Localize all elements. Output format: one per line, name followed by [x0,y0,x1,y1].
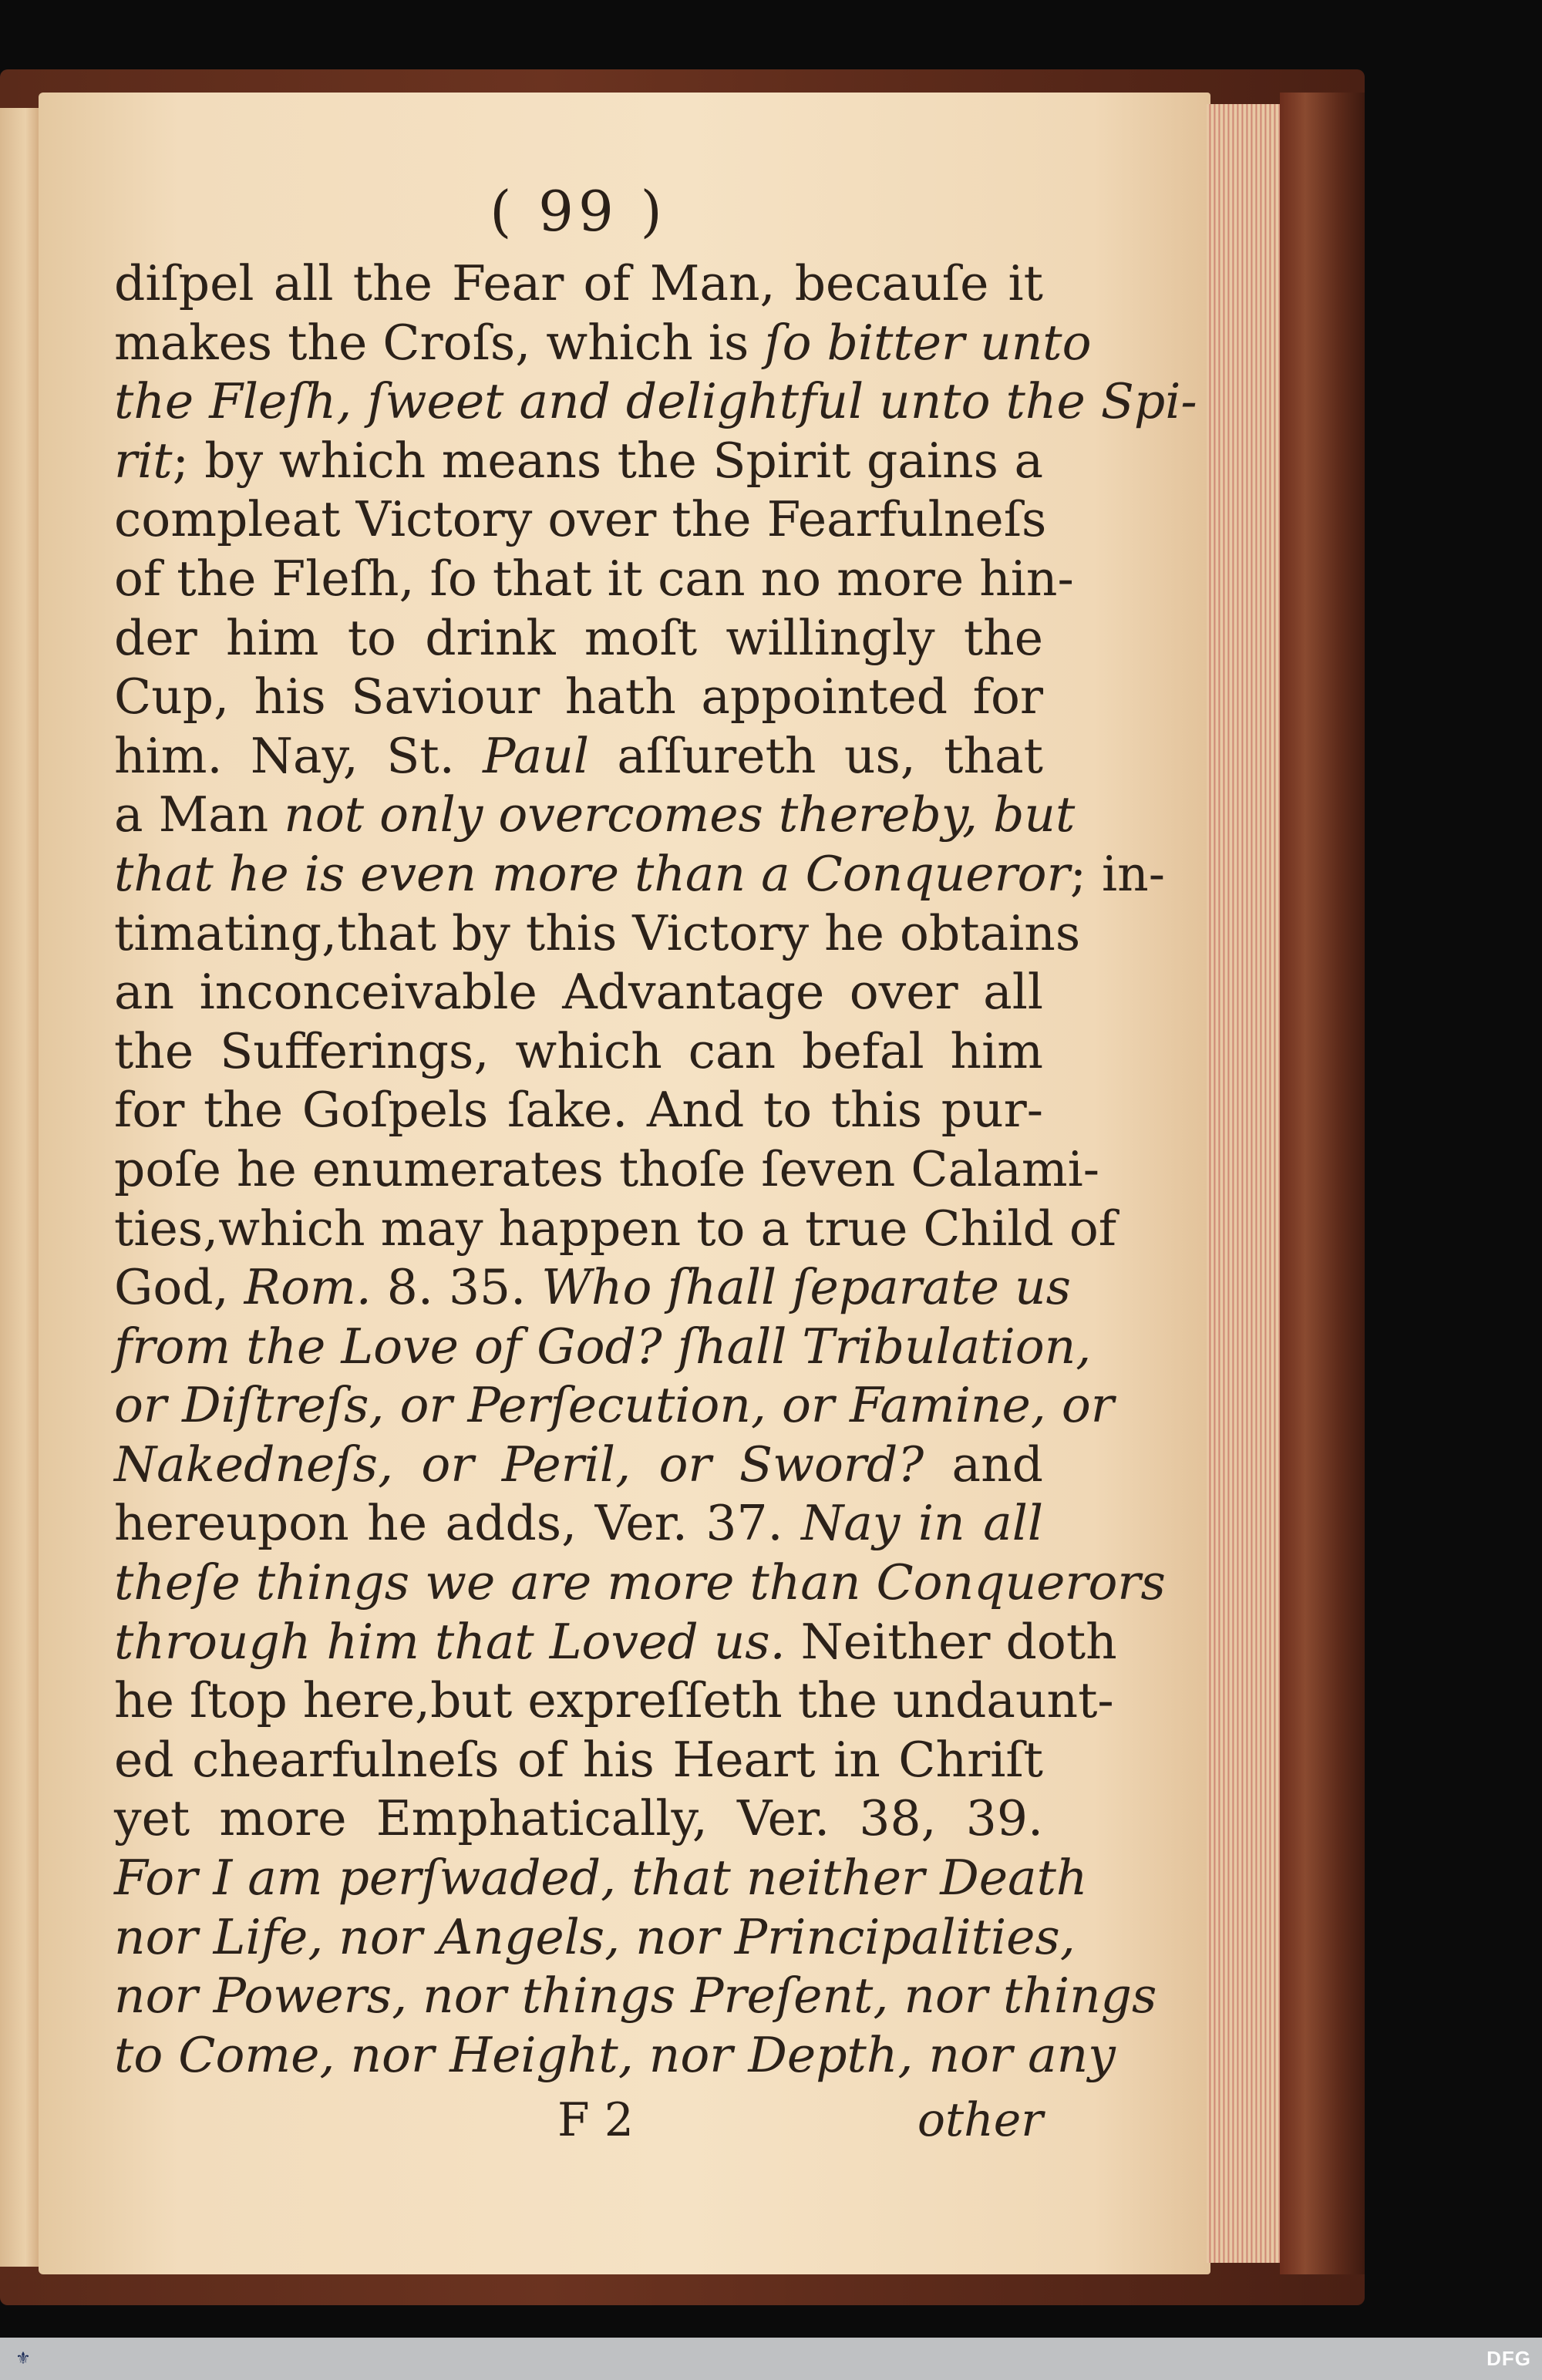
left-page-edge [0,108,42,2267]
catchline [114,2093,1043,2155]
text-line [114,1731,1043,1790]
text-line [114,550,1074,609]
text-line [114,845,1165,904]
text-segment: makes the Croſs, which is [114,314,765,371]
text-segment: Neither doth [785,1613,1117,1670]
text-line [114,1613,1117,1672]
text-segment: or Diſtreſs, or Perſecution, or Famine, or [114,1377,1114,1434]
text-segment: Nakedneſs, or Peril, or Sword? [114,1436,924,1493]
text-segment: poſe he enumerates thoſe ſeven Calami- [114,1140,1100,1197]
text-segment: Paul [483,727,589,784]
text-line [114,1081,1043,1140]
text-segment: der him to drink moſt willingly the [114,609,1043,666]
text-segment: nor Life, nor Angels, nor Principalities, [114,1908,1076,1965]
page-edges [1207,104,1280,2263]
text-segment: ; in- [1069,845,1165,902]
text-segment: ; by which means the Spirit gains a [172,432,1043,489]
library-crest-icon: ⚜ [15,2349,31,2368]
text-block [114,254,1197,2085]
text-segment: theſe things we are more than Conquerors [114,1554,1166,1611]
text-segment: For I am perſwaded, that neither Death [114,1850,1088,1907]
text-line [114,1258,1071,1318]
footer-bar [0,2338,1542,2380]
text-segment: 8. 35. [371,1259,542,1316]
text-segment: nor Powers, nor things Preſent, nor things [114,1968,1157,2025]
text-segment: from the Love of God? ſhall Tribulation, [114,1318,1092,1375]
text-segment: timating,that by this Victory he obtains [114,904,1081,961]
text-line [114,1436,1043,1495]
text-line [114,727,1043,786]
text-line [114,1376,1114,1436]
signature-mark: F 2 [557,2093,634,2147]
text-segment: and [924,1436,1043,1493]
text-segment: Cup, his Saviour hath appointed for [114,668,1043,725]
text-line [114,1671,1114,1731]
text-line [114,372,1197,432]
text-segment: compleat Victory over the Fearfulneſs [114,491,1047,548]
text-line [114,668,1043,727]
text-segment: a Man [114,786,284,843]
text-segment: God, [114,1259,244,1316]
text-segment: of the Fleſh, ſo that it can no more hin- [114,550,1074,607]
text-line [114,904,1081,964]
text-line [114,1140,1100,1200]
text-segment: not only overcomes thereby, but [284,786,1076,843]
text-segment: Rom. [244,1259,372,1316]
text-line [114,1967,1157,2026]
text-segment: through him that Loved us. [114,1613,786,1670]
text-line [114,1022,1043,1082]
text-segment: hereupon he adds, Ver. 37. [114,1495,802,1552]
text-segment: aſſureth us, that [589,727,1043,784]
text-line [114,1494,1043,1554]
text-segment: for the Goſpels ſake. And to this pur- [114,1082,1043,1139]
cover-edge [1280,93,1365,2274]
text-segment: Who ſhall ſeparate us [541,1259,1071,1316]
text-line [114,2026,1116,2085]
text-line [114,786,1076,845]
text-segment: ſo bitter unto [764,314,1092,371]
catchword: other [917,2093,1043,2147]
text-line [114,1908,1076,1968]
text-segment: him. Nay, St. [114,727,483,784]
text-segment: that he is even more than a Conqueror [114,845,1070,902]
text-line [114,1200,1117,1259]
text-line [114,254,1043,314]
text-segment: rit [114,432,173,489]
text-line [114,1849,1088,1908]
text-segment: diſpel all the Fear of Man, becauſe it [114,255,1043,311]
text-line [114,1554,1166,1613]
text-segment: an inconceivable Advantage over all [114,964,1043,1021]
text-line [114,432,1043,491]
text-segment: the Fleſh, ſweet and delightful unto the Spi- [114,373,1197,430]
text-segment: the Sufferings, which can befal him [114,1022,1043,1079]
dfg-label: DFG [1486,2347,1531,2370]
text-line [114,490,1047,550]
text-line [114,314,1092,373]
text-segment: yet more Emphatically, Ver. 38, 39. [114,1790,1043,1847]
text-segment: ed chearfulneſs of his Heart in Chriſt [114,1731,1043,1788]
text-line [114,1789,1043,1849]
text-segment: to Come, nor Height, nor Depth, nor any [114,2026,1116,2083]
text-segment: he ſtop here,but expreſſeth the undaunt- [114,1672,1114,1729]
text-segment: ties,which may happen to a true Child of [114,1200,1117,1257]
text-line [114,963,1043,1022]
text-line [114,609,1043,668]
page-number: ( 99 ) [490,179,667,244]
text-segment: Nay in all [801,1495,1043,1552]
text-line [114,1318,1092,1377]
